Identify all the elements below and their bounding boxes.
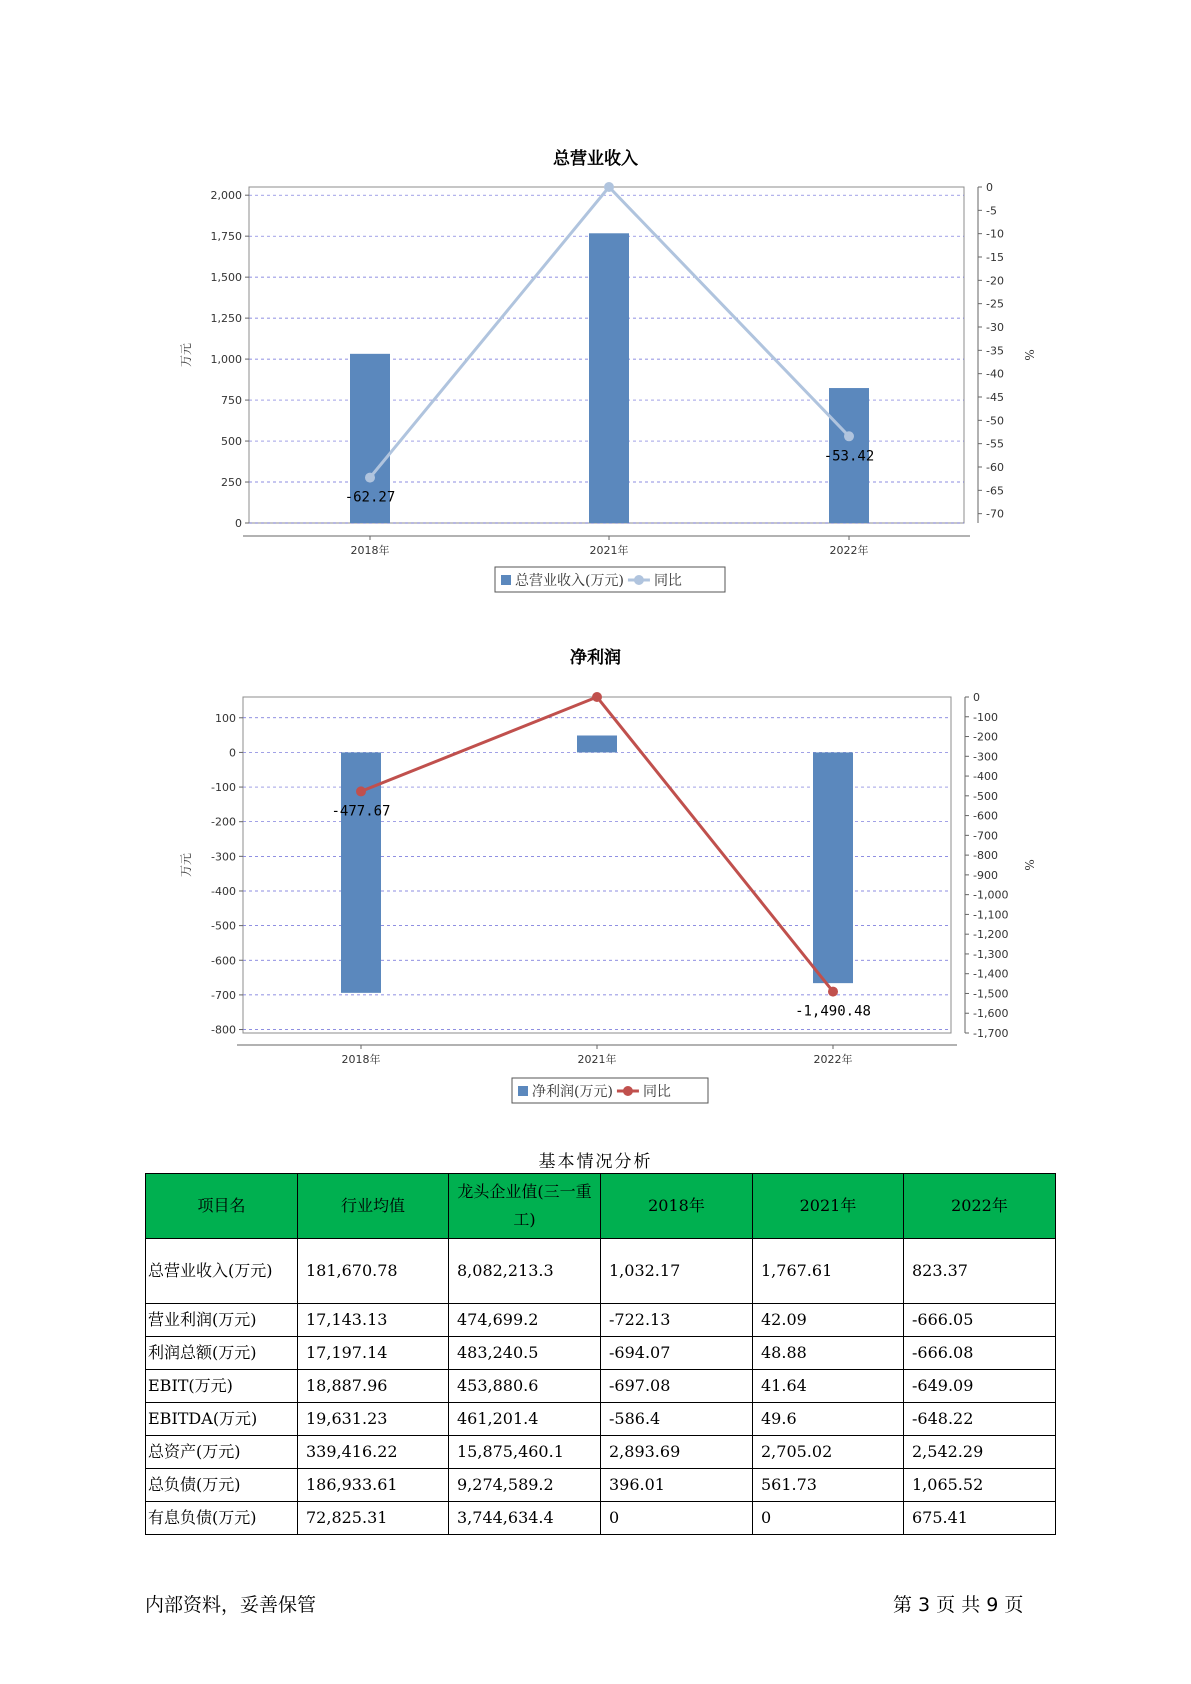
table-header-row <box>146 1174 1056 1239</box>
series-point <box>844 431 854 441</box>
y-tick-label: -500 <box>211 919 236 933</box>
legend-label-bar: 总营业收入(万元) <box>515 573 624 589</box>
table-cell: EBIT(万元) <box>146 1370 298 1403</box>
table-cell: EBITDA(万元) <box>146 1403 298 1436</box>
table-cell: 339,416.22 <box>298 1436 449 1469</box>
table-cell: 2,542.29 <box>904 1436 1056 1469</box>
table-cell: -649.09 <box>904 1370 1056 1403</box>
table-cell: 483,240.5 <box>449 1337 601 1370</box>
x-tick-label: 2022年 <box>813 1053 853 1066</box>
table-cell: 0 <box>601 1502 753 1535</box>
analysis-table <box>145 1173 1056 1535</box>
table-cell: 总资产(万元) <box>146 1436 298 1469</box>
table-cell: 利润总额(万元) <box>146 1337 298 1370</box>
chart-title-net-profit: 净利润 <box>570 648 621 668</box>
y2-tick-label: -60 <box>986 461 1004 474</box>
table-cell: -648.22 <box>904 1403 1056 1436</box>
y2-tick-label: -800 <box>973 849 998 863</box>
revenue-chart <box>0 170 1191 590</box>
y2-tick-label: -5 <box>986 204 997 218</box>
y2-tick-label: -45 <box>986 391 1004 404</box>
y2-tick-label: -1,200 <box>973 928 1009 942</box>
table-row <box>146 1304 1056 1337</box>
header-cell: 项目名 <box>146 1174 298 1239</box>
table-cell: 72,825.31 <box>298 1502 449 1535</box>
legend-swatch-point <box>623 1086 633 1096</box>
y-tick-label: 0 <box>235 517 242 530</box>
net-profit-chart <box>0 670 1191 1110</box>
y2-tick-label: -50 <box>986 414 1004 428</box>
table-row <box>146 1469 1056 1502</box>
table-row <box>146 1403 1056 1436</box>
table-cell: 48.88 <box>753 1337 904 1370</box>
footer-confidential-note: 内部资料，妥善保管 <box>145 1594 317 1616</box>
data-label: -1,490.48 <box>795 1003 871 1020</box>
table-cell: 0 <box>753 1502 904 1535</box>
table-cell: 2,893.69 <box>601 1436 753 1469</box>
y2-tick-label: -15 <box>986 251 1004 264</box>
legend-swatch-bar <box>518 1086 528 1096</box>
legend-swatch-point <box>634 575 644 585</box>
y2-tick-label: -70 <box>986 507 1004 521</box>
y2-tick-label: -1,700 <box>973 1027 1009 1040</box>
table-cell: 42.09 <box>753 1304 904 1337</box>
legend-label-line: 同比 <box>653 573 682 589</box>
y-tick-label: 2,000 <box>210 189 242 203</box>
y-tick-label: -400 <box>211 884 236 898</box>
y-tick-label: 0 <box>229 746 236 760</box>
y-tick-label: 1,250 <box>210 312 242 326</box>
y-tick-label: 500 <box>221 435 242 449</box>
y2-tick-label: -1,400 <box>973 967 1009 981</box>
table-cell: 453,880.6 <box>449 1370 601 1403</box>
table-cell: 41.64 <box>753 1370 904 1403</box>
table-cell: -722.13 <box>601 1304 753 1337</box>
table-cell: 17,143.13 <box>298 1304 449 1337</box>
y2-tick-label: -1,000 <box>973 888 1009 902</box>
footer-page-number: 第 3 页 共 9 页 <box>893 1594 1024 1616</box>
legend-label-line: 同比 <box>642 1084 671 1100</box>
bar <box>589 233 629 523</box>
table-cell: -666.05 <box>904 1304 1056 1337</box>
data-label: -477.67 <box>331 803 391 820</box>
y2-tick-label: -10 <box>986 227 1004 241</box>
chart-title-revenue: 总营业收入 <box>553 149 638 169</box>
table-caption: 基本情况分析 <box>538 1152 653 1172</box>
table-cell: 8,082,213.3 <box>449 1239 601 1304</box>
y-tick-label: 100 <box>215 711 236 725</box>
y2-tick-label: -500 <box>973 789 998 803</box>
table-cell: 总负债(万元) <box>146 1469 298 1502</box>
header-cell: 2018年 <box>601 1174 753 1239</box>
y-tick-label: -800 <box>211 1023 236 1037</box>
table-cell: 9,274,589.2 <box>449 1469 601 1502</box>
y2-axis-label: % <box>1022 349 1036 361</box>
y2-tick-label: -200 <box>973 730 998 744</box>
table-cell: 2,705.02 <box>753 1436 904 1469</box>
y2-tick-label: -900 <box>973 868 998 882</box>
table-cell: -666.08 <box>904 1337 1056 1370</box>
y2-tick-label: -300 <box>973 750 998 764</box>
y2-tick-label: -400 <box>973 770 998 784</box>
y2-axis-label: % <box>1022 859 1036 871</box>
table-row <box>146 1239 1056 1304</box>
y-tick-label: 750 <box>221 394 242 408</box>
bar <box>813 752 853 983</box>
table-row <box>146 1502 1056 1535</box>
table-cell: 3,744,634.4 <box>449 1502 601 1535</box>
y-axis-label: 万元 <box>179 852 193 878</box>
table-row <box>146 1370 1056 1403</box>
y-tick-label: -700 <box>211 988 236 1002</box>
y-tick-label: -100 <box>211 781 236 795</box>
table-cell: 474,699.2 <box>449 1304 601 1337</box>
header-cell: 龙头企业值(三一重工) <box>449 1174 601 1239</box>
data-label: -53.42 <box>823 448 875 465</box>
y-tick-label: -600 <box>211 954 236 968</box>
table-cell: -697.08 <box>601 1370 753 1403</box>
y-tick-label: 1,750 <box>210 230 242 244</box>
table-cell: 49.6 <box>753 1403 904 1436</box>
y-tick-label: 250 <box>221 476 242 490</box>
table-cell: 1,065.52 <box>904 1469 1056 1502</box>
y2-tick-label: -1,100 <box>973 908 1009 922</box>
y2-tick-label: -25 <box>986 297 1004 311</box>
y2-tick-label: -1,500 <box>973 987 1009 1001</box>
table-cell: -694.07 <box>601 1337 753 1370</box>
y2-tick-label: 0 <box>973 691 980 704</box>
y2-tick-label: -30 <box>986 321 1004 334</box>
table-cell: 18,887.96 <box>298 1370 449 1403</box>
table-cell: 1,032.17 <box>601 1239 753 1304</box>
y2-tick-label: -40 <box>986 367 1004 381</box>
y2-tick-label: -55 <box>986 437 1004 451</box>
table-cell: 15,875,460.1 <box>449 1436 601 1469</box>
y-tick-label: -200 <box>211 815 236 829</box>
table-cell: 181,670.78 <box>298 1239 449 1304</box>
table-cell: 1,767.61 <box>753 1239 904 1304</box>
header-cell: 行业均值 <box>298 1174 449 1239</box>
series-point <box>828 987 838 997</box>
y2-tick-label: -600 <box>973 809 998 823</box>
table-cell: 396.01 <box>601 1469 753 1502</box>
y2-tick-label: -65 <box>986 484 1004 498</box>
table-row <box>146 1436 1056 1469</box>
y2-tick-label: -1,600 <box>973 1007 1009 1021</box>
x-tick-label: 2018年 <box>350 544 390 557</box>
x-tick-label: 2021年 <box>589 544 629 557</box>
table-cell: -586.4 <box>601 1403 753 1436</box>
x-tick-label: 2018年 <box>341 1053 381 1066</box>
y2-tick-label: -100 <box>973 710 998 724</box>
series-point <box>604 182 614 192</box>
table-cell: 823.37 <box>904 1239 1056 1304</box>
series-point <box>365 473 375 483</box>
legend-swatch-bar <box>501 575 511 585</box>
table-cell: 675.41 <box>904 1502 1056 1535</box>
table-cell: 总营业收入(万元) <box>146 1239 298 1304</box>
y2-tick-label: 0 <box>986 181 993 194</box>
header-cell: 2022年 <box>904 1174 1056 1239</box>
y-tick-label: 1,000 <box>210 353 242 367</box>
legend-label-bar: 净利润(万元) <box>532 1084 613 1100</box>
y2-tick-label: -1,300 <box>973 947 1009 961</box>
y2-tick-label: -700 <box>973 829 998 843</box>
table-cell: 186,933.61 <box>298 1469 449 1502</box>
data-label: -62.27 <box>344 489 396 506</box>
table-row <box>146 1337 1056 1370</box>
header-cell: 2021年 <box>753 1174 904 1239</box>
x-tick-label: 2022年 <box>829 544 869 557</box>
series-point <box>356 786 366 796</box>
table-cell: 有息负债(万元) <box>146 1502 298 1535</box>
table-cell: 17,197.14 <box>298 1337 449 1370</box>
y-tick-label: -300 <box>211 850 236 864</box>
table-cell: 19,631.23 <box>298 1403 449 1436</box>
bar <box>577 735 617 752</box>
series-point <box>592 692 602 702</box>
x-tick-label: 2021年 <box>577 1053 617 1066</box>
table-cell: 461,201.4 <box>449 1403 601 1436</box>
table-cell: 561.73 <box>753 1469 904 1502</box>
y2-tick-label: -35 <box>986 344 1004 358</box>
table-cell: 营业利润(万元) <box>146 1304 298 1337</box>
y-tick-label: 1,500 <box>210 271 242 285</box>
y-axis-label: 万元 <box>179 342 193 368</box>
y2-tick-label: -20 <box>986 274 1004 288</box>
